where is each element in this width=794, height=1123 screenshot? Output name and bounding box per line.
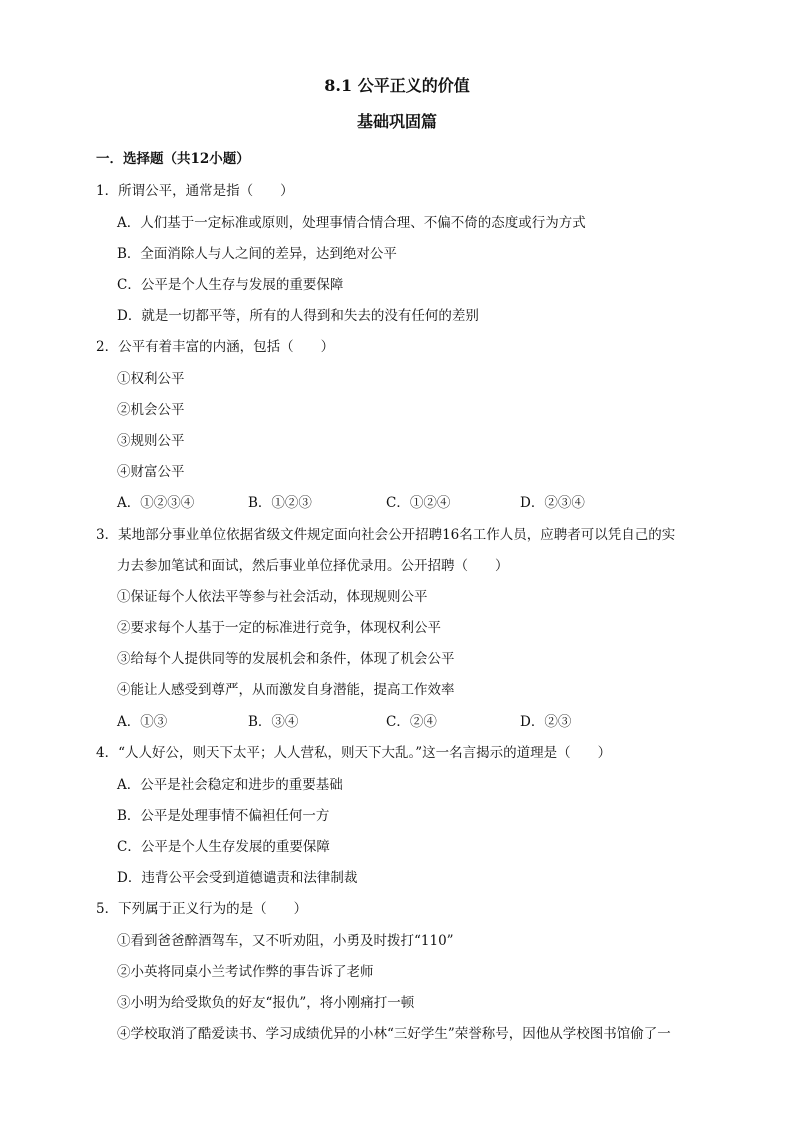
question-1-option-a: A．人们基于一定标准或原则，处理事情合情合理、不偏不倚的态度或行为方式 <box>117 215 586 231</box>
question-3-choice-a: A．①③ <box>117 714 168 730</box>
question-2-choice-d: D．②③④ <box>520 495 585 511</box>
question-5-statement-1: ①看到爸爸醉酒驾车，又不听劝阻，小勇及时拨打“110” <box>117 933 454 949</box>
question-3-stem-line-2: 力去参加笔试和面试，然后事业单位择优录用。公开招聘（ ） <box>117 558 509 574</box>
question-2-statement-1: ①权利公平 <box>117 371 185 387</box>
question-3-statement-1: ①保证每个人依法平等参与社会活动，体现规则公平 <box>117 589 428 605</box>
question-1-option-d: D．就是一切都平等，所有的人得到和失去的没有任何的差别 <box>117 308 479 324</box>
question-2-stem: 2．公平有着丰富的内涵，包括（ ） <box>96 339 335 355</box>
question-1-stem: 1．所谓公平，通常是指（ ） <box>96 183 294 199</box>
section-heading: 一．选择题（共12小题） <box>96 151 250 167</box>
question-3-statement-4: ④能让人感受到尊严，从而激发自身潜能，提高工作效率 <box>117 682 455 698</box>
question-2-statement-4: ④财富公平 <box>117 464 185 480</box>
question-4-stem: 4．“人人好公，则天下太平；人人营私，则天下大乱。”这一名言揭示的道理是（ ） <box>96 745 612 761</box>
question-5-stem: 5．下列属于正义行为的是（ ） <box>96 901 308 917</box>
question-2-statement-3: ③规则公平 <box>117 433 185 449</box>
question-1-option-c: C．公平是个人生存与发展的重要保障 <box>117 277 344 293</box>
question-4-option-b: B．公平是处理事情不偏袒任何一方 <box>117 808 330 824</box>
document-subtitle: 基础巩固篇 <box>356 112 437 131</box>
question-3-choice-d: D．②③ <box>520 714 572 730</box>
question-3-stem-line-1: 3．某地部分事业单位依据省级文件规定面向社会公开招聘16名工作人员，应聘者可以凭自己的实 <box>96 527 676 543</box>
document-title: 8.1 公平正义的价值 <box>324 76 470 95</box>
question-3-statement-2: ②要求每个人基于一定的标准进行竞争，体现权利公平 <box>117 620 441 636</box>
question-4-option-c: C．公平是个人生存发展的重要保障 <box>117 839 330 855</box>
question-1-option-b: B．全面消除人与人之间的差异，达到绝对公平 <box>117 246 397 262</box>
question-2-choice-c: C．①②④ <box>386 495 451 511</box>
question-3-statement-3: ③给每个人提供同等的发展机会和条件，体现了机会公平 <box>117 651 455 667</box>
question-2-choice-a: A．①②③④ <box>117 495 195 511</box>
question-3-choice-b: B．③④ <box>248 714 299 730</box>
question-2-choice-b: B．①②③ <box>248 495 312 511</box>
question-3-choice-c: C．②④ <box>386 714 437 730</box>
question-5-statement-3: ③小明为给受欺负的好友“报仇”，将小刚痛打一顿 <box>117 995 415 1011</box>
question-4-option-a: A．公平是社会稳定和进步的重要基础 <box>117 777 343 793</box>
question-5-statement-2: ②小英将同桌小兰考试作弊的事告诉了老师 <box>117 964 374 980</box>
question-2-statement-2: ②机会公平 <box>117 402 185 418</box>
question-4-option-d: D．违背公平会受到道德谴责和法律制裁 <box>117 870 358 886</box>
question-5-statement-4: ④学校取消了酷爱读书、学习成绩优异的小林“三好学生”荣誉称号，因他从学校图书馆偷了一 <box>117 1026 671 1042</box>
